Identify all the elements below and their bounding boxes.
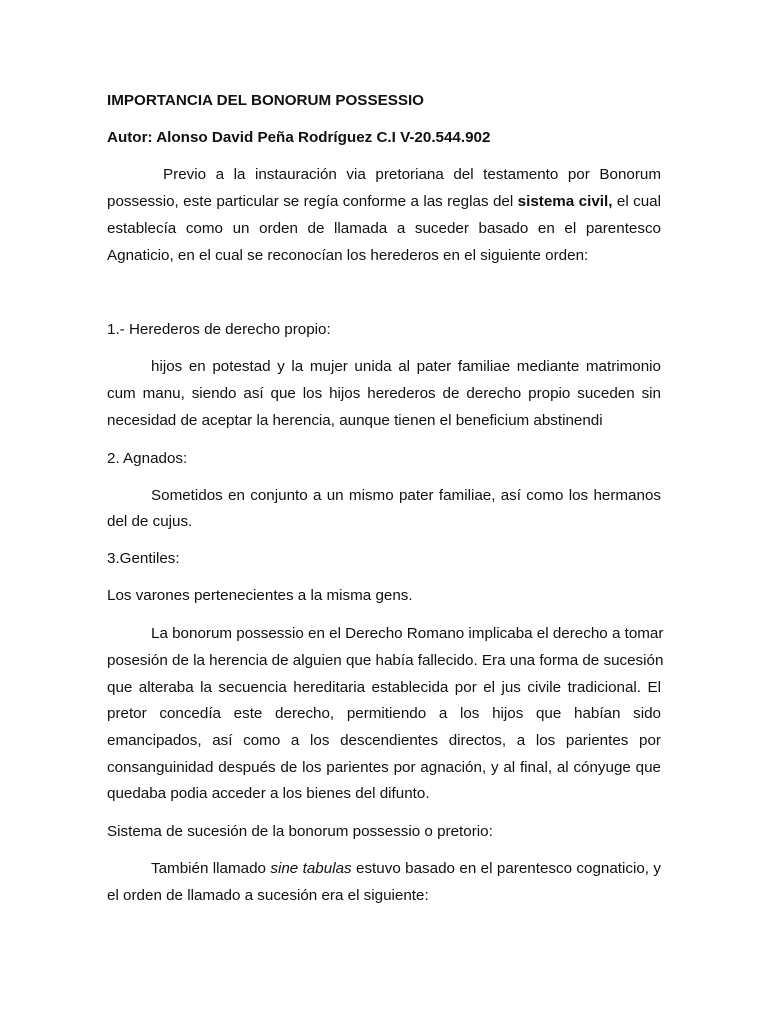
paragraph-line (107, 859, 661, 879)
paragraph-line: emancipados, así como a los descendientes directos, a los parientes por (107, 732, 661, 749)
paragraph-line (107, 192, 661, 212)
text-run: estuvo basado en el parentesco cognaticio, y (351, 860, 662, 877)
author-line: Autor: Alonso David Peña Rodríguez C.I V-20.544.902 (107, 129, 491, 146)
document-title: IMPORTANCIA DEL BONORUM POSSESSIO (107, 92, 424, 109)
paragraph-line: La bonorum possessio en el Derecho Romano implicaba el derecho a tomar (151, 625, 664, 642)
section-heading: 1.- Herederos de derecho propio: (107, 321, 331, 338)
italic-term: sine tabulas (270, 860, 352, 877)
paragraph-line: cum manu, siendo así que los hijos herederos de derecho propio suceden sin (107, 385, 661, 402)
paragraph-line: pretor concedía este derecho, permitiendo a los hijos que habían sido (107, 705, 661, 722)
paragraph-line: del de cujus. (107, 513, 193, 530)
section-heading: 2. Agnados: (107, 450, 188, 467)
paragraph-line: el orden de llamado a sucesión era el siguiente: (107, 887, 429, 904)
section-heading: 3.Gentiles: (107, 550, 180, 567)
paragraph-line: necesidad de aceptar la herencia, aunque tienen el beneficium abstinendi (107, 412, 603, 429)
paragraph-line: Sometidos en conjunto a un mismo pater familiae, así como los hermanos (151, 487, 661, 504)
paragraph-line: consanguinidad después de los parientes por agnación, y al final, al cónyuge que (107, 759, 661, 776)
paragraph-line: establecía como un orden de llamada a suceder basado en el parentesco (107, 220, 661, 237)
paragraph-line: Previo a la instauración via pretoriana del testamento por Bonorum (163, 166, 661, 183)
text-run: el cual (612, 193, 661, 210)
paragraph-line: hijos en potestad y la mujer unida al pater familiae mediante matrimonio (151, 358, 661, 375)
text-run: También llamado (151, 860, 271, 877)
section-heading: Sistema de sucesión de la bonorum possessio o pretorio: (107, 823, 493, 840)
text-run: possessio, este particular se regía conforme a las reglas del (107, 193, 518, 210)
paragraph-line: Los varones pertenecientes a la misma gens. (107, 587, 413, 604)
paragraph-line: Agnaticio, en el cual se reconocían los herederos en el siguiente orden: (107, 247, 589, 264)
paragraph-line: quedaba podia acceder a los bienes del difunto. (107, 785, 430, 802)
paragraph-line: que alteraba la secuencia hereditaria establecida por el jus civile tradicional. El (107, 679, 661, 696)
bold-term: sistema civil, (517, 193, 613, 210)
paragraph-line: posesión de la herencia de alguien que había fallecido. Era una forma de sucesión (107, 652, 664, 669)
